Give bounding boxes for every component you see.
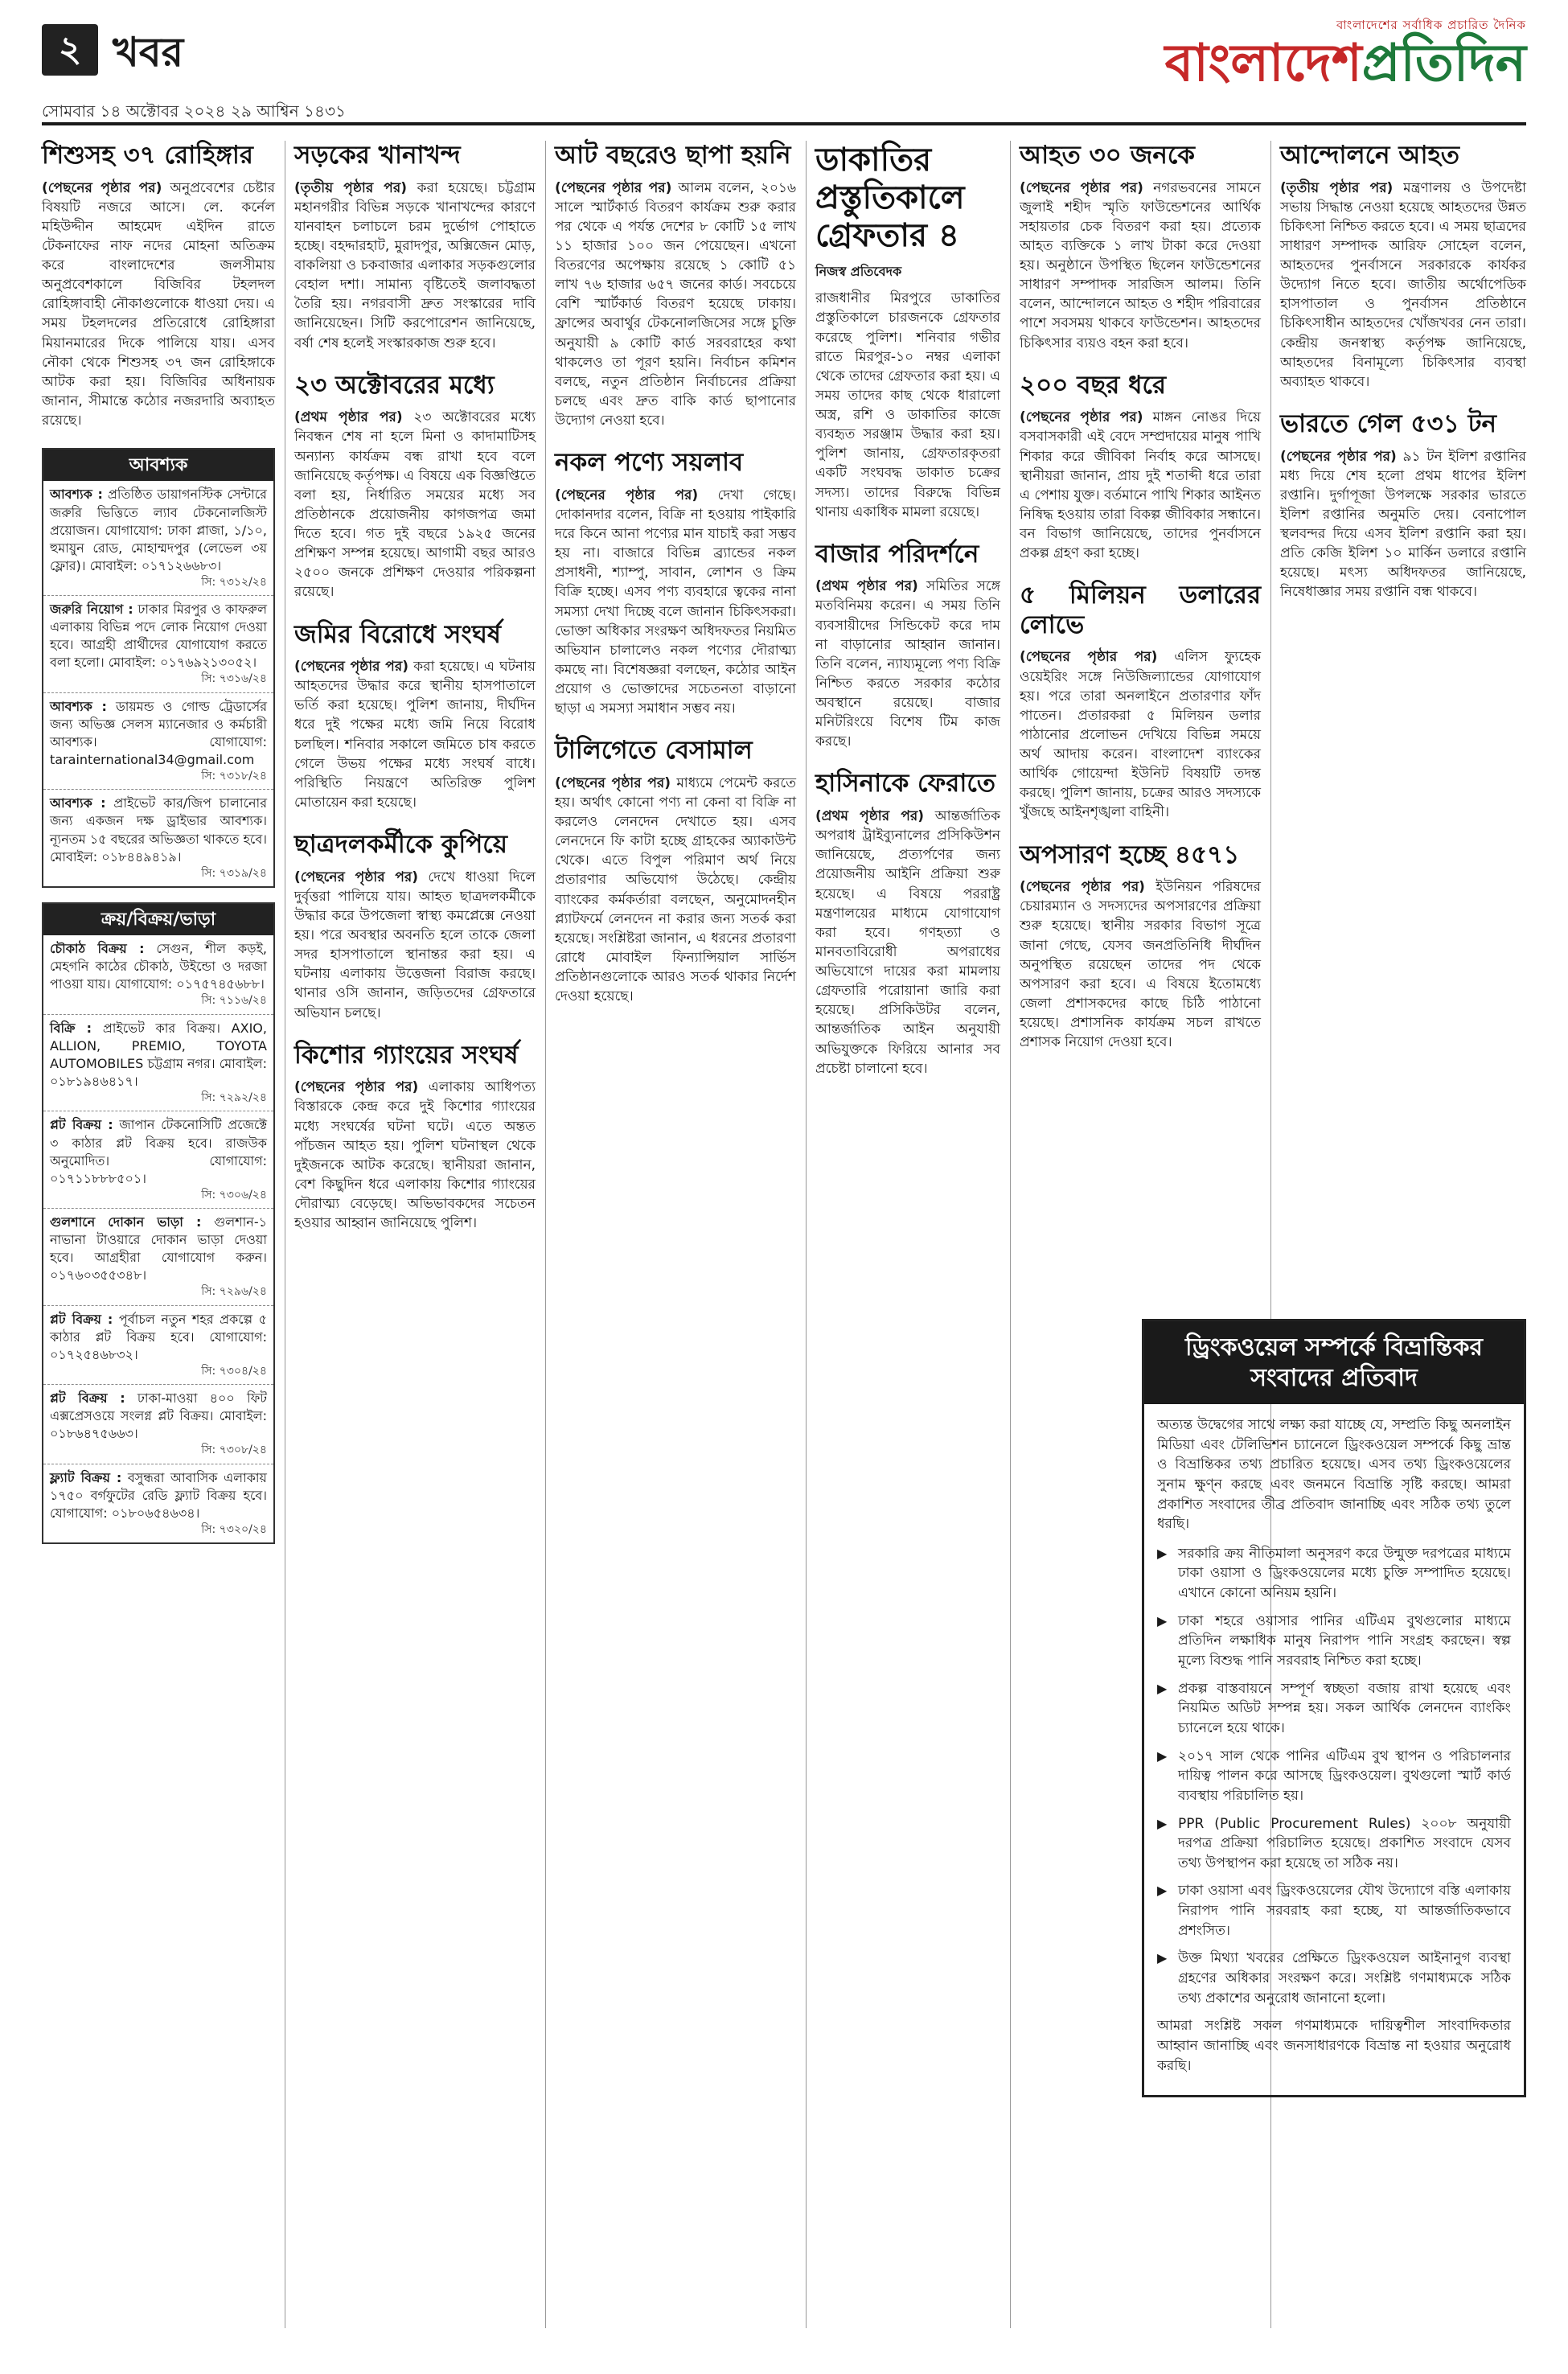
byline: (প্রথম পৃষ্ঠার পর) bbox=[815, 808, 925, 825]
notice-point: ▶ PPR (Public Procurement Rules) ২০০৮ অনুযায়ী দরপত্র প্রক্রিয়া পরিচালিত হয়েছে। প্রকাশিত সংবাদে যেসব তথ্য উপস্থাপন করা হয়েছে তা সঠিক নয়। bbox=[1157, 1814, 1511, 1874]
notice-point: ▶ ঢাকা শহরে ওয়াসার পানির এটিএম বুথগুলোর মাধ্যমে প্রতিদিন লক্ষাধিক মানুষ নিরাপদ পানি সংগ্রহ করছেন। স্বল্প মূল্যে বিশুদ্ধ পানি সরবরাহ নিশ্চিত করা হচ্ছে। bbox=[1157, 1612, 1511, 1671]
headline: আন্দোলনে আহত bbox=[1280, 141, 1460, 170]
headline: ভারতে গেল ৫৩১ টন bbox=[1280, 409, 1497, 438]
logo-name bbox=[1164, 33, 1526, 93]
headline: হাসিনাকে ফেরাতে bbox=[815, 769, 996, 799]
notice-point: ▶ ঢাকা ওয়াসা এবং ড্রিংকওয়েলের যৌথ উদ্যোগে বস্তি এলাকায় নিরাপদ পানি সরবরাহ করা হচ্ছে, যা আন্তর্জাতিকভাবে প্রশংসিত। bbox=[1157, 1881, 1511, 1941]
classified-ad: আবশ্যক : প্রাইভেট কার/জিপ চালানোর জন্য একজন দক্ষ ড্রাইভার আবশ্যক। ন্যূনতম ১৫ বছরের অভিজ্ঞতা থাকতে হবে। মোবাইল: ০১৮৪৪৯৪১৯। সি: ৭৩১৯/২৪ bbox=[50, 795, 267, 880]
classified-ad: প্লট বিক্রয় : ঢাকা-মাওয়া ৪০০ ফিট এক্সপ্রেসওয়ে সংলগ্ন প্লট বিক্রয়। মোবাইল: ০১৮৬৪৭৫৬৬৩। সি: ৭৩০৮/২৪ bbox=[43, 1385, 273, 1464]
notice-headline: ড্রিংকওয়েল সম্পর্কে বিভ্রান্তিকর সংবাদের প্রতিবাদ bbox=[1144, 1321, 1524, 1404]
headline: শিশুসহ ৩৭ রোহিঙ্গার bbox=[42, 141, 253, 170]
story-body: মাঙ্গন নোঙর দিয়ে বসবাসকারী এই বেদে সম্প্রদায়ের মানুষ পাখি শিকার করে জীবিকা নির্বাহ করে আসছে। স্থানীয়রা জানান, প্রায় দুই শতাব্দী ধরে তারা এ পেশায় যুক্ত। বর্তমানে পাখি শিকার আইনত নিষিদ্ধ হওয়ায় তারা বিকল্প জীবিকার সন্ধানে। বন বিভাগ জানিয়েছে, তাদের পুনর্বাসনে প্রকল্প গ্রহণ করা হচ্ছে। bbox=[1020, 409, 1261, 562]
story-land-dispute bbox=[294, 620, 536, 813]
story-hilsa-export bbox=[1280, 409, 1526, 602]
byline: (পেছনের পৃষ্ঠার পর) bbox=[1020, 179, 1143, 196]
classified-ad: প্লট বিক্রয় : জাপান টেকনোসিটি প্রজেক্টে ৩ কাঠার প্লট বিক্রয় হবে। রাজউক অনুমোদিত। যোগাযোগ: ০১৭১১৮৮৮৫০১। সি: ৭৩০৬/২৪ bbox=[43, 1111, 273, 1209]
column-4 bbox=[815, 141, 1000, 1096]
story-body: ৯১ টন ইলিশ রপ্তানির মধ্য দিয়ে শেষ হলো প্রথম ধাপের ইলিশ রপ্তানি। দুর্গাপূজা উপলক্ষে সরকার ভারতে ইলিশ রপ্তানির অনুমতি দেয়। বেনাপোল স্থলবন্দর দিয়ে এসব ইলিশ রপ্তানি করা হয়। প্রতি কেজি ইলিশ ১০ মার্কিন ডলারে রপ্তানি হয়েছে। মৎস্য অধিদফতর জানিয়েছে, নিষেধাজ্ঞার সময় রপ্তানি বন্ধ থাকবে। bbox=[1280, 448, 1527, 601]
notice-points bbox=[1157, 1544, 1511, 2008]
headline: কিশোর গ্যাংয়ের সংঘর্ষ bbox=[294, 1040, 519, 1070]
story-rohingya bbox=[42, 141, 275, 430]
byline: (পেছনের পৃষ্ঠার পর) bbox=[42, 179, 162, 196]
headline: ২৩ অক্টোবরের মধ্যে bbox=[294, 370, 495, 400]
headline: নকল পণ্যে সয়লাব bbox=[555, 448, 744, 478]
story-body: নগরভবনের সামনে জুলাই শহীদ স্মৃতি ফাউন্ডেশনের আর্থিক সহায়তার চেক বিতরণ করা হয়। প্রত্যেক আহত ব্যক্তিকে ১ লাখ টাকা করে দেওয়া হয়। অনুষ্ঠানে উপস্থিত ছিলেন ফাউন্ডেশনের সাধারণ সম্পাদক সারজিস আলম। তিনি বলেন, আন্দোলনে আহত ও শহীদ পরিবারের পাশে সবসময় থাকবে ফাউন্ডেশন। আহতদের চিকিৎসার ব্যয়ও বহন করা হবে। bbox=[1020, 179, 1262, 351]
logo-part-2: প্রতিদিন bbox=[1361, 33, 1526, 93]
classified-ad: প্লট বিক্রয় : পূর্বাচল নতুন শহর প্রকল্পে ৫ কাঠার প্লট বিক্রয় হবে। যোগাযোগ: ০১৭২৫৪৬৮৩২। সি: ৭৩০৪/২৪ bbox=[43, 1306, 273, 1386]
byline: (প্রথম পৃষ্ঠার পর) bbox=[815, 578, 918, 595]
story-fake-goods bbox=[555, 448, 796, 718]
story-movement-injured bbox=[1280, 141, 1526, 392]
column-divider bbox=[1010, 141, 1011, 2328]
story-5-million bbox=[1020, 581, 1261, 822]
classified-header: ক্রয়/বিক্রয়/ভাড়া bbox=[43, 904, 273, 935]
story-body: সমিতির সঙ্গে মতবিনিময় করেন। এ সময় তিনি ব্যবসায়ীদের সিন্ডিকেট করে দাম না বাড়ানোর আহ্বান জানান। তিনি বলেন, ন্যায্যমূল্যে পণ্য বিক্রি নিশ্চিত করতে সরকার কঠোর অবস্থানে রয়েছে। বাজার মনিটরিংয়ে বিশেষ টিম কাজ করছে। bbox=[815, 578, 1001, 750]
notice-body bbox=[1144, 1404, 1524, 2095]
classified-wanted bbox=[42, 448, 275, 888]
notice-container bbox=[1142, 1319, 1526, 2097]
story-road bbox=[294, 141, 536, 353]
byline: (পেছনের পৃষ্ঠার পর) bbox=[1020, 649, 1158, 666]
story-body: এলাকায় আধিপত্য বিস্তারকে কেন্দ্র করে দুই কিশোর গ্যাংয়ের মধ্যে সংঘর্ষের ঘটনা ঘটে। এতে অন্তত পাঁচজন আহত হয়। পুলিশ ঘটনাস্থল থেকে দুইজনকে আটক করেছে। স্থানীয়রা জানান, বেশ কিছুদিন ধরে এলাকায় কিশোর গ্যাংয়ের দৌরাত্ম্য বেড়েছে। অভিভাবকদের সচেতন হওয়ার আহ্বান জানিয়েছে পুলিশ। bbox=[294, 1079, 536, 1232]
byline: নিজস্ব প্রতিবেদক bbox=[815, 263, 902, 279]
story-body: আলম বলেন, ২০১৬ সালে স্মার্টকার্ড বিতরণ কার্যক্রম শুরু করার পর থেকে এ পর্যন্ত দেশের ৮ কোটি ১৫ লাখ ১১ হাজার ১০০ জন পেয়েছেন। এখনো বিতরণের অপেক্ষায় রয়েছে ১ কোটি ৫১ লাখ ৭৬ হাজার ৬৫৭ জনের কার্ড। সবচেয়ে বেশি স্মার্টকার্ড বিতরণ হয়েছে ঢাকায়। ফ্রান্সের অবার্থুর টেকনোলজিসের সঙ্গে চুক্তি অনুযায়ী ৯ কোটি কার্ড সরবরাহের কথা থাকলেও তা পূরণ হয়নি। নির্বাচন কমিশন বলছে, নতুন প্রতিষ্ঠান নির্বাচনের প্রক্রিয়া চলছে এবং দ্রুত বাকি কার্ড ছাপানোর উদ্যোগ নেওয়া হবে। bbox=[555, 179, 797, 429]
top-rule bbox=[42, 122, 1526, 125]
story-body: দেখে ধাওয়া দিলে দুর্বৃত্তরা পালিয়ে যায়। আহত ছাত্রদলকর্মীকে উদ্ধার করে উপজেলা স্বাস্থ্য কমপ্লেক্সে নেওয়া হয়। পরে অবস্থার অবনতি হলে তাকে জেলা সদর হাসপাতালে স্থানান্তর করা হয়। এ ঘটনায় এলাকায় উত্তেজনা বিরাজ করছে। থানার ওসি জানান, জড়িতদের গ্রেফতারে অভিযান চলছে। bbox=[294, 869, 536, 1021]
column-divider bbox=[545, 141, 546, 2328]
story-tally bbox=[555, 736, 796, 1006]
logo-part-1: বাংলাদেশ bbox=[1164, 33, 1362, 93]
byline: (পেছনের পৃষ্ঠার পর) bbox=[294, 869, 419, 885]
byline: (পেছনের পৃষ্ঠার পর) bbox=[555, 774, 671, 791]
newspaper-logo bbox=[1164, 16, 1526, 93]
story-market-visit bbox=[815, 540, 1000, 752]
story-extradition bbox=[815, 769, 1000, 1078]
notice-point: ▶ সরকারি ক্রয় নীতিমালা অনুসরণ করে উন্মুক্ত দরপত্রের মাধ্যমে ঢাকা ওয়াসা ও ড্রিংকওয়েলের মধ্যে চুক্তি সম্পাদিত হয়েছে। এখানে কোনো অনিয়ম হয়নি। bbox=[1157, 1544, 1511, 1604]
story-teen-gang bbox=[294, 1041, 536, 1234]
story-body: আন্তর্জাতিক অপরাধ ট্রাইব্যুনালের প্রসিকিউশন জানিয়েছে, প্রত্যর্পণের জন্য প্রয়োজনীয় আইনি প্রক্রিয়া শুরু হয়েছে। এ বিষয়ে পররাষ্ট্র মন্ত্রণালয়ের মাধ্যমে যোগাযোগ করা হবে। গণহত্যা ও মানবতাবিরোধী অপরাধের অভিযোগে দায়ের করা মামলায় গ্রেফতারি পরোয়ানা জারি করা হয়েছে। প্রসিকিউটর বলেন, আন্তর্জাতিক আইন অনুযায়ী অভিযুক্তকে ফিরিয়ে আনার সব প্রচেষ্টা চালানো হবে। bbox=[815, 808, 1000, 1077]
classified-ad: ফ্ল্যাট বিক্রয় : বসুন্ধরা আবাসিক এলাকায় ১৭৫০ বর্গফুটের রেডি ফ্ল্যাট বিক্রয় হবে। যোগাযোগ: ০১৮০৬৫৪৬৩৪। সি: ৭৩২০/২৪ bbox=[50, 1469, 267, 1536]
story-body: মাধ্যমে পেমেন্ট করতে হয়। অর্থাৎ কোনো পণ্য না কেনা বা বিক্রি না করলেও লেনদেন দেখাতে হয়। এসব লেনদেনে ফি কাটা হচ্ছে গ্রাহকের অ্যাকাউন্ট থেকে। এতে বিপুল পরিমাণ অর্থ নিয়ে প্রতারণার অভিযোগ উঠেছে। কেন্দ্রীয় ব্যাংকের কর্মকর্তারা বলছেন, অনুমোদনহীন প্ল্যাটফর্মে লেনদেন না করার জন্য সতর্ক করা হয়েছে। সংশ্লিষ্টরা জানান, এ ধরনের প্রতারণা রোধে মোবাইল ফিন্যান্সিয়াল সার্ভিস প্রতিষ্ঠানগুলোকে আরও সতর্ক থাকার নির্দেশ দেওয়া হয়েছে। bbox=[555, 774, 796, 1005]
story-200-years bbox=[1020, 371, 1261, 564]
headline: অপসারণ হচ্ছে ৪৫৭১ bbox=[1020, 840, 1240, 869]
headline: সড়কের খানাখন্দ bbox=[294, 141, 461, 170]
byline: (প্রথম পৃষ্ঠার পর) bbox=[294, 409, 403, 426]
story-injured-30 bbox=[1020, 141, 1261, 353]
column-6 bbox=[1280, 141, 1526, 620]
byline: (পেছনের পৃষ্ঠার পর) bbox=[555, 487, 699, 503]
headline: ৫ মিলিয়ন ডলারের লোভে bbox=[1020, 581, 1261, 639]
headline: টালিগেতে বেসামাল bbox=[555, 736, 753, 766]
column-divider bbox=[806, 141, 807, 2328]
classified-header: আবশ্যক bbox=[43, 450, 273, 481]
logo-kicker: বাংলাদেশের সর্বাধিক প্রচারিত দৈনিক bbox=[1336, 18, 1526, 32]
story-body: ২৩ অক্টোবরের মধ্যে নিবন্ধন শেষ না হলে মিনা ও কাদামাটিসহ অন্যান্য কার্যক্রম বন্ধ রাখা হবে বলে জানিয়েছে কর্তৃপক্ষ। এ বিষয়ে এক বিজ্ঞপ্তিতে বলা হয়, নির্ধারিত সময়ের মধ্যে সব প্রতিষ্ঠানকে প্রয়োজনীয় কাগজপত্র জমা দিতে হবে। গত দুই বছরে ১৯২৫ জনের প্রশিক্ষণ সম্পন্ন হয়েছে। আগামী বছর আরও ২৫০০ জনকে প্রশিক্ষণ দেওয়ার পরিকল্পনা রয়েছে। bbox=[294, 409, 536, 601]
notice-point: ▶ উক্ত মিথ্যা খবরের প্রেক্ষিতে ড্রিংকওয়েল আইনানুগ ব্যবস্থা গ্রহণের অধিকার সংরক্ষণ করে। সংশ্লিষ্ট গণমাধ্যমকে সঠিক তথ্য প্রকাশের অনুরোধ জানানো হলো। bbox=[1157, 1949, 1511, 2008]
story-smartcard bbox=[555, 141, 796, 430]
classified-ad: জরুরি নিয়োগ : ঢাকার মিরপুর ও কাফরুল এলাকায় বিভিন্ন পদে লোক নিয়োগ দেওয়া হবে। আগ্রহী প্রার্থীদের যোগাযোগ করতে বলা হলো। মোবাইল: ০১৭৬৯২১৩০৫২। সি: ৭৩১৬/২৪ bbox=[43, 596, 273, 693]
story-removal bbox=[1020, 840, 1261, 1053]
masthead bbox=[0, 0, 1568, 153]
headline: জমির বিরোধে সংঘর্ষ bbox=[294, 619, 501, 649]
byline: (তৃতীয় পৃষ্ঠার পর) bbox=[1280, 179, 1394, 196]
notice-intro: অত্যন্ত উদ্বেগের সাথে লক্ষ্য করা যাচ্ছে যে, সম্প্রতি কিছু অনলাইন মিডিয়া এবং টেলিভিশন চ্যানেলে ড্রিংকওয়েল সম্পর্কে কিছু ভ্রান্ত ও বিভ্রান্তিকর তথ্য প্রচারিত হয়েছে। এসব তথ্য ড্রিংকওয়েলের সুনাম ক্ষুণ্ন করছে এবং জনমনে বিভ্রান্তি সৃষ্টি করছে। আমরা প্রকাশিত সংবাদের তীব্র প্রতিবাদ জানাচ্ছি এবং সঠিক তথ্য তুলে ধরছি। bbox=[1157, 1417, 1511, 1533]
classified-ad: আবশ্যক : প্রতিষ্ঠিত ডায়াগনস্টিক সেন্টারে জরুরি ভিত্তিতে ল্যাব টেকনোলজিস্ট প্রয়োজন। যোগাযোগ: ঢাকা প্লাজা, ১/১০, হুমায়ুন রোড, মোহাম্মদপুর (লেভেল ৩য় ফ্লোর)। মোবাইল: ০১৭১২৬৬৮৩। সি: ৭৩১২/২৪ bbox=[43, 481, 273, 596]
dateline: সোমবার ১৪ অক্টোবর ২০২৪ ২৯ আশ্বিন ১৪৩১ bbox=[42, 101, 346, 121]
story-body: অনুপ্রবেশের চেষ্টার বিষয়টি নজরে আসে। লে. কর্নেল মহিউদ্দীন আহমেদ এইদিন রাতে টেকনাফের নাফ নদের মোহনা অতিক্রম করে বাংলাদেশের জলসীমায় অনুপ্রবেশকালে বিজিবির টহলদল রোহিঙ্গাবাহী নৌকাগুলোকে ধাওয়া দেয়। এ সময় টহলদলের প্রতিরোধে রোহিঙ্গারা মিয়ানমারের দিকে পালিয়ে যায়। এসব নৌকা থেকে শিশুসহ ৩৭ জন রোহিঙ্গাকে আটক করা হয়। বিজিবির অধিনায়ক জানান, সীমান্তে কঠোর নজরদারি অব্যাহত রয়েছে। bbox=[42, 179, 275, 429]
column-2 bbox=[294, 141, 536, 1251]
page-number: ২ bbox=[42, 24, 98, 76]
classified-ad: বিক্রি : প্রাইভেট কার বিক্রয়। AXIO, ALLION, PREMIO, TOYOTA AUTOMOBILES চট্টগ্রাম নগর। মোবাইল: ০১৮১৯৪৬৪১৭। সি: ৭২৯২/২৪ bbox=[43, 1015, 273, 1112]
notice-closing: আমরা সংশ্লিষ্ট সকল গণমাধ্যমকে দায়িত্বশীল সাংবাদিকতার আহ্বান জানাচ্ছি এবং জনসাধারণকে বিভ্রান্ত না হওয়ার অনুরোধ করছি। bbox=[1157, 2018, 1511, 2074]
story-body: মন্ত্রণালয় ও উপদেষ্টা সভায় সিদ্ধান্ত নেওয়া হয়েছে আহতদের উন্নত চিকিৎসা নিশ্চিত করতে হবে। এ সময় ছাত্রদের সাধারণ সম্পাদক আরিফ সোহেল বলেন, আহতদের পুনর্বাসনে সরকারকে কার্যকর উদ্যোগ নিতে হবে। জাতীয় অর্থোপেডিক হাসপাতাল ও পুনর্বাসন প্রতিষ্ঠানে চিকিৎসাধীন আহতদের খোঁজখবর নেন তারা। কেন্দ্রীয় জনস্বাস্থ্য কর্তৃপক্ষ জানিয়েছে, আহতদের বিনামূল্যে চিকিৎসার ব্যবস্থা অব্যাহত থাকবে। bbox=[1280, 179, 1527, 390]
story-chhatradal bbox=[294, 830, 536, 1023]
byline: (পেছনের পৃষ্ঠার পর) bbox=[1280, 448, 1397, 465]
story-body: দেখা গেছে। দোকানদার বলেন, বিক্রি না হওয়ায় পাইকারি দরে কিনে আনা পণ্যের মান যাচাই করা সম্ভব হয় না। বাজারে বিভিন্ন ব্র্যান্ডের নকল প্রসাধনী, শ্যাম্পু, সাবান, লোশন ও ক্রিম বিক্রি হচ্ছে। এসব পণ্য ব্যবহারে ত্বকের নানা সমস্যা দেখা দিচ্ছে বলে জানান চিকিৎসকরা। ভোক্তা অধিকার সংরক্ষণ অধিদফতর নিয়মিত অভিযান চালালেও নকল পণ্যের দৌরাত্ম্য কমছে না। বিশেষজ্ঞরা বলছেন, কঠোর আইন প্রয়োগ ও ভোক্তাদের সচেতনতা বাড়ানো ছাড়া এ সমস্যা সমাধান সম্ভব নয়। bbox=[555, 487, 797, 717]
story-body: করা হয়েছে। এ ঘটনায় আহতদের উদ্ধার করে স্থানীয় হাসপাতালে ভর্তি করা হয়েছে। পুলিশ জানায়, দীর্ঘদিন ধরে দুই পক্ষের মধ্যে জমি নিয়ে বিরোধ চলছিল। শনিবার সকালে জমিতে চাষ করতে গেলে উভয় পক্ষের মধ্যে সংঘর্ষ বাধে। পরিস্থিতি নিয়ন্ত্রণে অতিরিক্ত পুলিশ মোতায়েন করা হয়েছে। bbox=[294, 659, 536, 811]
headline: বাজার পরিদর্শনে bbox=[815, 539, 979, 569]
classified-ad: গুলশানে দোকান ভাড়া : গুলশান-১ নাভানা টাওয়ারে দোকান ভাড়া দেওয়া হবে। আগ্রহীরা যোগাযোগ করুন। ০১৭৬০৩৫৫৩৪৮। সি: ৭২৯৬/২৪ bbox=[43, 1209, 273, 1306]
headline: ছাত্রদলকর্মীকে কুপিয়ে bbox=[294, 830, 507, 860]
headline: আট বছরেও ছাপা হয়নি bbox=[555, 141, 791, 170]
notice-point: ▶ প্রকল্প বাস্তবায়নে সম্পূর্ণ স্বচ্ছতা বজায় রাখা হয়েছে এবং নিয়মিত অডিট সম্পন্ন হয়। সকল আর্থিক লেনদেন ব্যাংকিং চ্যানেলে হয়ে থাকে। bbox=[1157, 1679, 1511, 1739]
classified-ad: চৌকাঠ বিক্রয় : সেগুন, শীল কড়ই, মেহগনি কাঠের চৌকাঠ, উইন্ডো ও দরজা পাওয়া যায়। যোগাযোগ: ০১৭৫৭৪৫৬৮৮। সি: ৭১১৬/২৪ bbox=[43, 935, 273, 1015]
headline: ডাকাতির প্রস্তুতিকালে গ্রেফতার ৪ bbox=[815, 141, 965, 255]
byline: (পেছনের পৃষ্ঠার পর) bbox=[1020, 409, 1143, 426]
column-1 bbox=[42, 141, 275, 1559]
story-oct23 bbox=[294, 371, 536, 602]
drinkwell-notice bbox=[1142, 1319, 1526, 2097]
story-robbery-arrest bbox=[815, 141, 1000, 522]
byline: (পেছনের পৃষ্ঠার পর) bbox=[1020, 879, 1145, 896]
column-3 bbox=[555, 141, 796, 1024]
headline: ২০০ বছর ধরে bbox=[1020, 370, 1167, 400]
byline: (পেছনের পৃষ্ঠার পর) bbox=[294, 1079, 419, 1096]
classified-buy-sell-rent bbox=[42, 902, 275, 1544]
classified-ad: আবশ্যক : ডায়মন্ড ও গোল্ড ট্রেডার্সের জন্য অভিজ্ঞ সেলস ম্যানেজার ও কর্মচারী আবশ্যক। যোগাযোগ: tarainternational34@gmail.com সি: ৭৩১৮/২৪ bbox=[43, 693, 273, 791]
byline: (তৃতীয় পৃষ্ঠার পর) bbox=[294, 179, 407, 196]
story-body: ইউনিয়ন পরিষদের চেয়ারম্যান ও সদস্যদের অপসারণের প্রক্রিয়া শুরু হয়েছে। স্থানীয় সরকার বিভাগ সূত্রে জানা গেছে, যেসব জনপ্রতিনিধি দীর্ঘদিন অনুপস্থিত রয়েছেন তাদের পদ থেকে অপসারণ করা হবে। এ বিষয়ে ইতোমধ্যে জেলা প্রশাসকদের কাছে চিঠি পাঠানো হয়েছে। প্রশাসনিক কার্যক্রম সচল রাখতে প্রশাসক নিয়োগ দেওয়া হবে। bbox=[1020, 879, 1262, 1051]
headline: আহত ৩০ জনকে bbox=[1020, 141, 1195, 170]
story-body: এলিস ফ্যুহেক ওয়েইরিং সঙ্গে নিউজিল্যান্ডের যোগাযোগ হয়। পরে তারা অনলাইনে প্রতারণার ফাঁদ পাতেন। প্রতারকরা ৫ মিলিয়ন ডলার পাঠানোর প্রলোভন দেখিয়ে বিভিন্ন সময়ে অর্থ আদায় করেন। বাংলাদেশ ব্যাংকের আর্থিক গোয়েন্দা ইউনিট বিষয়টি তদন্ত করছে। পুলিশ জানায়, চক্রের আরও সদস্যকে খুঁজছে আইনশৃঙ্খলা বাহিনী। bbox=[1020, 649, 1261, 821]
section-title: খবর bbox=[113, 28, 184, 76]
notice-point: ▶ ২০১৭ সাল থেকে পানির এটিএম বুথ স্থাপন ও পরিচালনার দায়িত্ব পালন করে আসছে ড্রিংকওয়েল। বুথগুলো স্মার্ট কার্ড ব্যবস্থায় পরিচালিত হয়। bbox=[1157, 1747, 1511, 1806]
column-5 bbox=[1020, 141, 1261, 1070]
story-body: করা হয়েছে। চট্টগ্রাম মহানগরীর বিভিন্ন সড়কে খানাখন্দের কারণে যানবাহন চলাচলে চরম দুর্ভোগ পোহাতে হচ্ছে। বহদ্দারহাট, মুরাদপুর, অক্সিজেন মোড়, বাকলিয়া ও চকবাজার এলাকার সড়কগুলোর বেহাল দশা। সামান্য বৃষ্টিতেই জলাবদ্ধতা তৈরি হয়। নগরবাসী দ্রুত সংস্কারের দাবি জানিয়েছেন। সিটি করপোরেশন জানিয়েছে, বর্ষা শেষ হলেই সংস্কারকাজ শুরু হবে। bbox=[294, 179, 536, 351]
byline: (পেছনের পৃষ্ঠার পর) bbox=[555, 179, 672, 196]
story-body: রাজধানীর মিরপুরে ডাকাতির প্রস্তুতিকালে চারজনকে গ্রেফতার করেছে পুলিশ। শনিবার গভীর রাতে মিরপুর-১০ নম্বর এলাকা থেকে তাদের গ্রেফতার করা হয়। এ সময় তাদের কাছ থেকে ধারালো অস্ত্র, রশি ও ডাকাতির কাজে ব্যবহৃত সরঞ্জাম উদ্ধার করা হয়। পুলিশ জানায়, গ্রেফতারকৃতরা একটি সংঘবদ্ধ ডাকাত চক্রের সদস্য। তাদের বিরুদ্ধে বিভিন্ন থানায় একাধিক মামলা রয়েছে। bbox=[815, 290, 1000, 520]
byline: (পেছনের পৃষ্ঠার পর) bbox=[294, 659, 408, 676]
